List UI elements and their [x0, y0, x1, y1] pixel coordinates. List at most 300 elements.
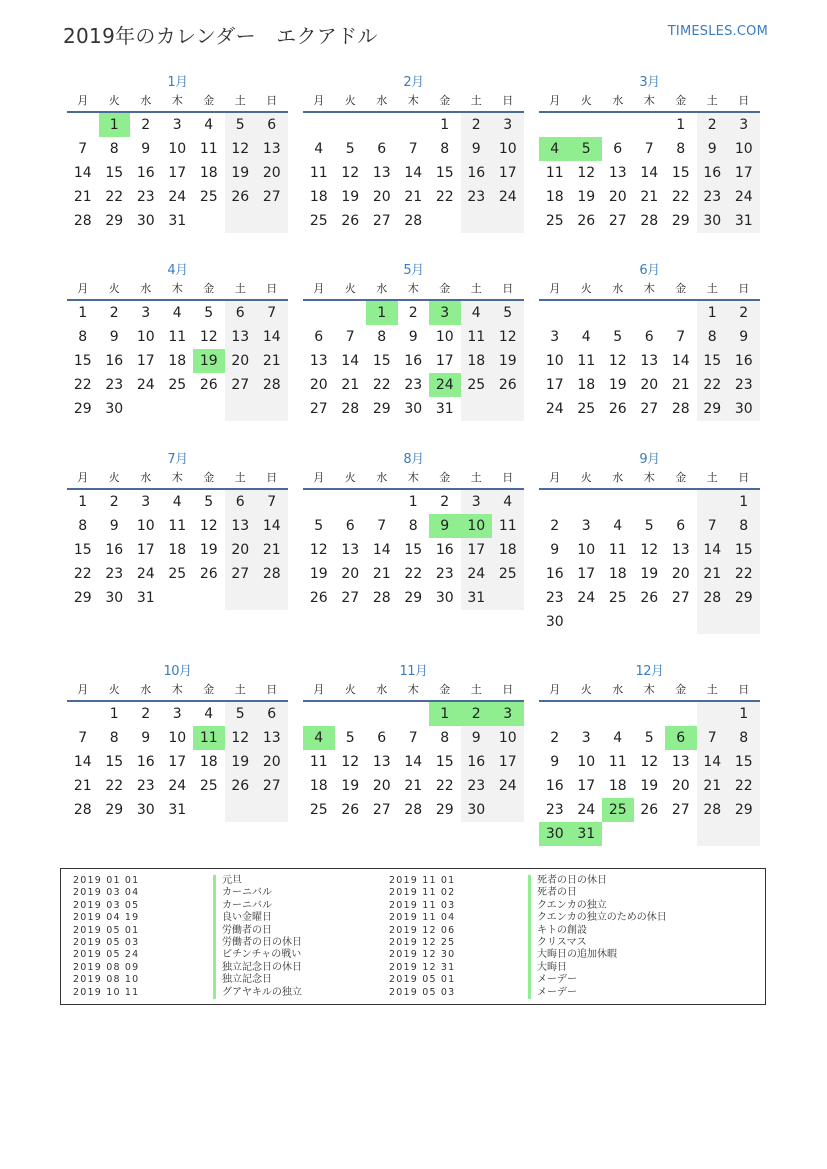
day-cell[interactable]: 18: [199, 754, 218, 770]
day-cell[interactable]: 3: [728, 113, 760, 137]
day-cell[interactable]: 9: [141, 141, 151, 157]
day-cell[interactable]: 22: [73, 566, 92, 582]
day-cell[interactable]: 14: [697, 538, 729, 562]
day-cell[interactable]: 21: [256, 349, 288, 373]
day-cell[interactable]: 6: [644, 329, 654, 345]
day-cell[interactable]: 13: [671, 542, 690, 558]
day-cell[interactable]: 13: [225, 514, 257, 538]
day-cell[interactable]: 16: [136, 754, 155, 770]
day-cell[interactable]: 14: [372, 542, 391, 558]
day-cell[interactable]: 14: [697, 750, 729, 774]
day-cell[interactable]: 3: [581, 730, 591, 746]
day-cell[interactable]: 9: [109, 518, 119, 534]
day-cell[interactable]: 20: [608, 189, 627, 205]
day-cell[interactable]: 24: [136, 566, 155, 582]
day-cell[interactable]: 10: [435, 329, 454, 345]
day-cell[interactable]: 28: [256, 373, 288, 397]
day-cell[interactable]: 26: [225, 185, 257, 209]
day-cell[interactable]: 9: [728, 325, 760, 349]
day-cell[interactable]: 7: [377, 518, 387, 534]
holiday-cell[interactable]: 3: [429, 301, 461, 325]
day-cell[interactable]: 22: [404, 566, 423, 582]
day-cell[interactable]: 22: [728, 774, 760, 798]
day-cell[interactable]: 18: [168, 353, 187, 369]
day-cell[interactable]: 27: [256, 185, 288, 209]
day-cell[interactable]: 20: [225, 538, 257, 562]
brand-logo[interactable]: TIMESLES.COM: [667, 24, 768, 39]
day-cell[interactable]: 27: [640, 401, 659, 417]
day-cell[interactable]: 24: [492, 774, 524, 798]
day-cell[interactable]: 10: [492, 137, 524, 161]
day-cell[interactable]: 10: [136, 518, 155, 534]
day-cell[interactable]: 7: [256, 490, 288, 514]
day-cell[interactable]: 11: [577, 353, 596, 369]
day-cell[interactable]: 7: [408, 730, 418, 746]
day-cell[interactable]: 8: [697, 325, 729, 349]
day-cell[interactable]: 29: [435, 802, 454, 818]
day-cell[interactable]: 21: [640, 189, 659, 205]
day-cell[interactable]: 31: [168, 802, 187, 818]
day-cell[interactable]: 16: [461, 161, 493, 185]
day-cell[interactable]: 2: [728, 301, 760, 325]
day-cell[interactable]: 24: [728, 185, 760, 209]
day-cell[interactable]: 6: [676, 518, 686, 534]
day-cell[interactable]: 6: [225, 490, 257, 514]
day-cell[interactable]: 7: [697, 726, 729, 750]
day-cell[interactable]: 4: [581, 329, 591, 345]
day-cell[interactable]: 19: [608, 377, 627, 393]
day-cell[interactable]: 21: [697, 774, 729, 798]
holiday-cell[interactable]: 25: [602, 798, 634, 822]
day-cell[interactable]: 3: [492, 113, 524, 137]
day-cell[interactable]: 12: [640, 754, 659, 770]
day-cell[interactable]: 31: [435, 401, 454, 417]
day-cell[interactable]: 21: [671, 377, 690, 393]
day-cell[interactable]: 6: [377, 730, 387, 746]
day-cell[interactable]: 15: [105, 165, 124, 181]
day-cell[interactable]: 30: [105, 401, 124, 417]
day-cell[interactable]: 11: [309, 754, 328, 770]
day-cell[interactable]: 27: [671, 802, 690, 818]
day-cell[interactable]: 3: [550, 329, 560, 345]
holiday-cell[interactable]: 3: [492, 702, 524, 726]
day-cell[interactable]: 8: [676, 141, 686, 157]
day-cell[interactable]: 16: [545, 566, 564, 582]
day-cell[interactable]: 16: [461, 750, 493, 774]
day-cell[interactable]: 7: [256, 301, 288, 325]
day-cell[interactable]: 7: [408, 141, 418, 157]
day-cell[interactable]: 1: [78, 305, 88, 321]
day-cell[interactable]: 30: [136, 802, 155, 818]
day-cell[interactable]: 5: [225, 702, 257, 726]
holiday-cell[interactable]: 6: [665, 726, 697, 750]
day-cell[interactable]: 18: [577, 377, 596, 393]
day-cell[interactable]: 8: [109, 141, 119, 157]
holiday-cell[interactable]: 31: [571, 822, 603, 846]
day-cell[interactable]: 2: [550, 730, 560, 746]
day-cell[interactable]: 17: [492, 161, 524, 185]
day-cell[interactable]: 27: [256, 774, 288, 798]
day-cell[interactable]: 23: [105, 377, 124, 393]
day-cell[interactable]: 17: [168, 165, 187, 181]
day-cell[interactable]: 22: [671, 189, 690, 205]
day-cell[interactable]: 25: [577, 401, 596, 417]
day-cell[interactable]: 12: [492, 325, 524, 349]
day-cell[interactable]: 24: [136, 377, 155, 393]
day-cell[interactable]: 7: [676, 329, 686, 345]
day-cell[interactable]: 1: [676, 117, 686, 133]
day-cell[interactable]: 28: [341, 401, 360, 417]
day-cell[interactable]: 5: [204, 494, 214, 510]
day-cell[interactable]: 6: [345, 518, 355, 534]
day-cell[interactable]: 25: [199, 189, 218, 205]
day-cell[interactable]: 28: [372, 590, 391, 606]
day-cell[interactable]: 21: [404, 778, 423, 794]
day-cell[interactable]: 12: [577, 165, 596, 181]
day-cell[interactable]: 10: [577, 754, 596, 770]
holiday-cell[interactable]: 4: [539, 137, 571, 161]
day-cell[interactable]: 9: [141, 730, 151, 746]
day-cell[interactable]: 20: [341, 566, 360, 582]
day-cell[interactable]: 23: [545, 802, 564, 818]
day-cell[interactable]: 9: [461, 137, 493, 161]
day-cell[interactable]: 25: [545, 213, 564, 229]
holiday-cell[interactable]: 11: [193, 726, 225, 750]
day-cell[interactable]: 17: [461, 538, 493, 562]
day-cell[interactable]: 3: [172, 706, 182, 722]
day-cell[interactable]: 27: [225, 562, 257, 586]
day-cell[interactable]: 29: [728, 586, 760, 610]
day-cell[interactable]: 20: [225, 349, 257, 373]
day-cell[interactable]: 19: [199, 542, 218, 558]
day-cell[interactable]: 16: [404, 353, 423, 369]
day-cell[interactable]: 24: [577, 590, 596, 606]
day-cell[interactable]: 5: [345, 141, 355, 157]
day-cell[interactable]: 19: [577, 189, 596, 205]
day-cell[interactable]: 14: [256, 514, 288, 538]
day-cell[interactable]: 6: [225, 301, 257, 325]
day-cell[interactable]: 23: [136, 189, 155, 205]
day-cell[interactable]: 8: [728, 514, 760, 538]
day-cell[interactable]: 14: [256, 325, 288, 349]
day-cell[interactable]: 9: [109, 329, 119, 345]
day-cell[interactable]: 23: [105, 566, 124, 582]
day-cell[interactable]: 6: [377, 141, 387, 157]
day-cell[interactable]: 11: [168, 329, 187, 345]
day-cell[interactable]: 31: [461, 586, 493, 610]
day-cell[interactable]: 25: [492, 562, 524, 586]
day-cell[interactable]: 22: [105, 778, 124, 794]
day-cell[interactable]: 26: [577, 213, 596, 229]
day-cell[interactable]: 18: [309, 189, 328, 205]
day-cell[interactable]: 15: [404, 542, 423, 558]
day-cell[interactable]: 29: [697, 397, 729, 421]
day-cell[interactable]: 25: [168, 377, 187, 393]
day-cell[interactable]: 10: [168, 730, 187, 746]
day-cell[interactable]: 26: [199, 566, 218, 582]
day-cell[interactable]: 18: [608, 778, 627, 794]
day-cell[interactable]: 29: [404, 590, 423, 606]
holiday-cell[interactable]: 1: [99, 113, 131, 137]
day-cell[interactable]: 7: [644, 141, 654, 157]
day-cell[interactable]: 24: [492, 185, 524, 209]
day-cell[interactable]: 8: [440, 730, 450, 746]
day-cell[interactable]: 22: [372, 377, 391, 393]
day-cell[interactable]: 15: [73, 542, 92, 558]
day-cell[interactable]: 2: [109, 494, 119, 510]
day-cell[interactable]: 2: [141, 117, 151, 133]
day-cell[interactable]: 29: [728, 798, 760, 822]
day-cell[interactable]: 29: [372, 401, 391, 417]
day-cell[interactable]: 15: [435, 754, 454, 770]
day-cell[interactable]: 17: [492, 750, 524, 774]
day-cell[interactable]: 5: [613, 329, 623, 345]
day-cell[interactable]: 1: [440, 117, 450, 133]
day-cell[interactable]: 15: [728, 750, 760, 774]
day-cell[interactable]: 28: [73, 802, 92, 818]
day-cell[interactable]: 5: [644, 730, 654, 746]
day-cell[interactable]: 18: [608, 566, 627, 582]
day-cell[interactable]: 7: [697, 514, 729, 538]
day-cell[interactable]: 8: [440, 141, 450, 157]
holiday-cell[interactable]: 2: [461, 702, 493, 726]
day-cell[interactable]: 18: [168, 542, 187, 558]
day-cell[interactable]: 26: [199, 377, 218, 393]
day-cell[interactable]: 2: [440, 494, 450, 510]
day-cell[interactable]: 14: [404, 165, 423, 181]
day-cell[interactable]: 28: [671, 401, 690, 417]
day-cell[interactable]: 15: [671, 165, 690, 181]
day-cell[interactable]: 23: [136, 778, 155, 794]
day-cell[interactable]: 8: [408, 518, 418, 534]
day-cell[interactable]: 12: [225, 726, 257, 750]
day-cell[interactable]: 25: [309, 802, 328, 818]
day-cell[interactable]: 6: [314, 329, 324, 345]
day-cell[interactable]: 28: [640, 213, 659, 229]
day-cell[interactable]: 31: [728, 209, 760, 233]
day-cell[interactable]: 15: [697, 349, 729, 373]
day-cell[interactable]: 12: [199, 518, 218, 534]
day-cell[interactable]: 18: [461, 349, 493, 373]
day-cell[interactable]: 11: [608, 542, 627, 558]
day-cell[interactable]: 13: [256, 137, 288, 161]
day-cell[interactable]: 5: [492, 301, 524, 325]
day-cell[interactable]: 20: [372, 189, 391, 205]
day-cell[interactable]: 19: [309, 566, 328, 582]
day-cell[interactable]: 10: [728, 137, 760, 161]
day-cell[interactable]: 16: [728, 349, 760, 373]
day-cell[interactable]: 27: [372, 213, 391, 229]
day-cell[interactable]: 16: [136, 165, 155, 181]
day-cell[interactable]: 2: [461, 113, 493, 137]
day-cell[interactable]: 13: [608, 165, 627, 181]
day-cell[interactable]: 15: [435, 165, 454, 181]
day-cell[interactable]: 11: [309, 165, 328, 181]
day-cell[interactable]: 2: [697, 113, 729, 137]
day-cell[interactable]: 1: [697, 301, 729, 325]
day-cell[interactable]: 3: [141, 494, 151, 510]
day-cell[interactable]: 20: [671, 778, 690, 794]
day-cell[interactable]: 11: [199, 141, 218, 157]
day-cell[interactable]: 26: [225, 774, 257, 798]
day-cell[interactable]: 16: [105, 353, 124, 369]
day-cell[interactable]: 25: [461, 373, 493, 397]
day-cell[interactable]: 19: [225, 750, 257, 774]
day-cell[interactable]: 25: [168, 566, 187, 582]
day-cell[interactable]: 15: [73, 353, 92, 369]
day-cell[interactable]: 15: [372, 353, 391, 369]
day-cell[interactable]: 19: [492, 349, 524, 373]
day-cell[interactable]: 5: [204, 305, 214, 321]
day-cell[interactable]: 2: [550, 518, 560, 534]
day-cell[interactable]: 11: [545, 165, 564, 181]
day-cell[interactable]: 12: [199, 329, 218, 345]
day-cell[interactable]: 25: [608, 590, 627, 606]
day-cell[interactable]: 27: [671, 590, 690, 606]
day-cell[interactable]: 29: [671, 213, 690, 229]
day-cell[interactable]: 17: [545, 377, 564, 393]
day-cell[interactable]: 16: [435, 542, 454, 558]
day-cell[interactable]: 30: [461, 798, 493, 822]
day-cell[interactable]: 13: [256, 726, 288, 750]
day-cell[interactable]: 24: [577, 802, 596, 818]
day-cell[interactable]: 17: [435, 353, 454, 369]
day-cell[interactable]: 28: [404, 802, 423, 818]
day-cell[interactable]: 4: [204, 117, 214, 133]
day-cell[interactable]: 17: [136, 542, 155, 558]
day-cell[interactable]: 30: [105, 590, 124, 606]
day-cell[interactable]: 19: [640, 566, 659, 582]
day-cell[interactable]: 8: [78, 329, 88, 345]
day-cell[interactable]: 17: [136, 353, 155, 369]
day-cell[interactable]: 4: [461, 301, 493, 325]
day-cell[interactable]: 16: [105, 542, 124, 558]
holiday-cell[interactable]: 5: [571, 137, 603, 161]
day-cell[interactable]: 21: [404, 189, 423, 205]
day-cell[interactable]: 10: [492, 726, 524, 750]
day-cell[interactable]: 17: [728, 161, 760, 185]
day-cell[interactable]: 26: [608, 401, 627, 417]
day-cell[interactable]: 1: [728, 490, 760, 514]
day-cell[interactable]: 29: [105, 802, 124, 818]
day-cell[interactable]: 7: [345, 329, 355, 345]
holiday-cell[interactable]: 30: [539, 822, 571, 846]
day-cell[interactable]: 4: [613, 518, 623, 534]
day-cell[interactable]: 13: [372, 754, 391, 770]
day-cell[interactable]: 23: [461, 185, 493, 209]
day-cell[interactable]: 30: [404, 401, 423, 417]
day-cell[interactable]: 11: [492, 514, 524, 538]
day-cell[interactable]: 31: [168, 213, 187, 229]
day-cell[interactable]: 12: [341, 754, 360, 770]
day-cell[interactable]: 24: [168, 189, 187, 205]
day-cell[interactable]: 6: [256, 702, 288, 726]
day-cell[interactable]: 8: [728, 726, 760, 750]
day-cell[interactable]: 7: [78, 730, 88, 746]
day-cell[interactable]: 23: [545, 590, 564, 606]
day-cell[interactable]: 8: [109, 730, 119, 746]
day-cell[interactable]: 26: [640, 802, 659, 818]
day-cell[interactable]: 10: [136, 329, 155, 345]
day-cell[interactable]: 22: [435, 189, 454, 205]
day-cell[interactable]: 18: [309, 778, 328, 794]
day-cell[interactable]: 23: [435, 566, 454, 582]
day-cell[interactable]: 24: [168, 778, 187, 794]
day-cell[interactable]: 10: [545, 353, 564, 369]
day-cell[interactable]: 21: [73, 189, 92, 205]
day-cell[interactable]: 21: [73, 778, 92, 794]
day-cell[interactable]: 12: [640, 542, 659, 558]
day-cell[interactable]: 4: [204, 706, 214, 722]
day-cell[interactable]: 5: [644, 518, 654, 534]
day-cell[interactable]: 2: [141, 706, 151, 722]
day-cell[interactable]: 23: [697, 185, 729, 209]
day-cell[interactable]: 23: [728, 373, 760, 397]
day-cell[interactable]: 1: [408, 494, 418, 510]
day-cell[interactable]: 23: [404, 377, 423, 393]
day-cell[interactable]: 6: [613, 141, 623, 157]
day-cell[interactable]: 13: [671, 754, 690, 770]
day-cell[interactable]: 27: [341, 590, 360, 606]
day-cell[interactable]: 11: [168, 518, 187, 534]
day-cell[interactable]: 25: [309, 213, 328, 229]
holiday-cell[interactable]: 24: [429, 373, 461, 397]
day-cell[interactable]: 18: [492, 538, 524, 562]
day-cell[interactable]: 21: [372, 566, 391, 582]
day-cell[interactable]: 2: [408, 305, 418, 321]
day-cell[interactable]: 28: [697, 586, 729, 610]
day-cell[interactable]: 9: [697, 137, 729, 161]
day-cell[interactable]: 22: [728, 562, 760, 586]
day-cell[interactable]: 22: [73, 377, 92, 393]
day-cell[interactable]: 5: [345, 730, 355, 746]
day-cell[interactable]: 9: [408, 329, 418, 345]
holiday-cell[interactable]: 9: [429, 514, 461, 538]
day-cell[interactable]: 27: [372, 802, 391, 818]
day-cell[interactable]: 19: [225, 161, 257, 185]
day-cell[interactable]: 1: [109, 706, 119, 722]
day-cell[interactable]: 31: [136, 590, 155, 606]
holiday-cell[interactable]: 1: [429, 702, 461, 726]
day-cell[interactable]: 14: [404, 754, 423, 770]
day-cell[interactable]: 10: [168, 141, 187, 157]
day-cell[interactable]: 24: [545, 401, 564, 417]
day-cell[interactable]: 14: [73, 165, 92, 181]
day-cell[interactable]: 28: [697, 798, 729, 822]
day-cell[interactable]: 3: [461, 490, 493, 514]
day-cell[interactable]: 10: [577, 542, 596, 558]
day-cell[interactable]: 4: [172, 305, 182, 321]
day-cell[interactable]: 1: [78, 494, 88, 510]
day-cell[interactable]: 9: [461, 726, 493, 750]
day-cell[interactable]: 19: [341, 778, 360, 794]
day-cell[interactable]: 19: [341, 189, 360, 205]
day-cell[interactable]: 28: [256, 562, 288, 586]
day-cell[interactable]: 23: [461, 774, 493, 798]
day-cell[interactable]: 25: [199, 778, 218, 794]
day-cell[interactable]: 20: [256, 161, 288, 185]
day-cell[interactable]: 4: [172, 494, 182, 510]
day-cell[interactable]: 3: [581, 518, 591, 534]
day-cell[interactable]: 17: [168, 754, 187, 770]
day-cell[interactable]: 29: [73, 401, 92, 417]
day-cell[interactable]: 22: [435, 778, 454, 794]
day-cell[interactable]: 12: [608, 353, 627, 369]
day-cell[interactable]: 26: [309, 590, 328, 606]
holiday-cell[interactable]: 1: [366, 301, 398, 325]
day-cell[interactable]: 22: [697, 373, 729, 397]
day-cell[interactable]: 14: [73, 754, 92, 770]
